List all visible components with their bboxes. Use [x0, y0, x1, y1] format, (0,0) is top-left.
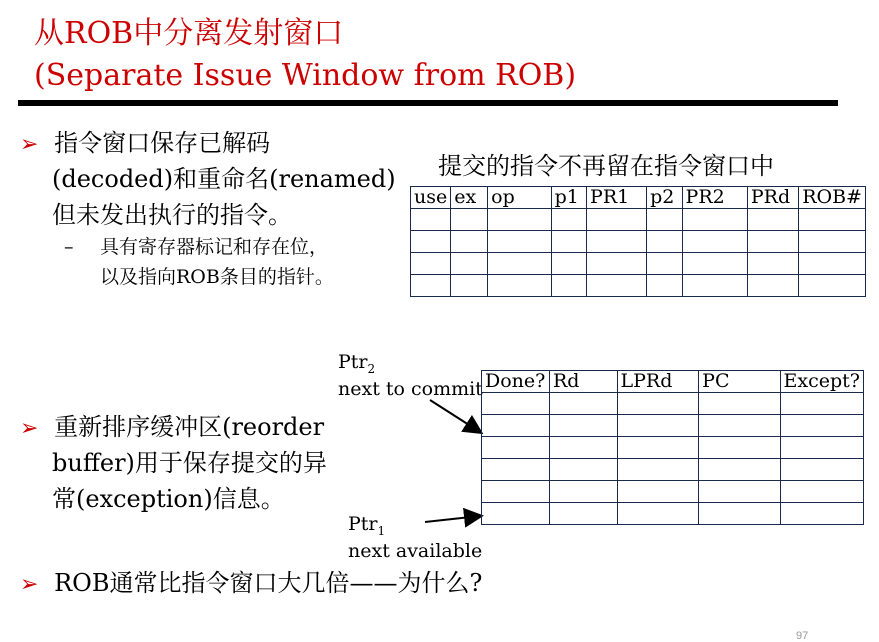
bullet-arrow-icon: ➢ [20, 572, 39, 597]
ptr2-desc: next to commit [338, 378, 483, 400]
column-header: Rd [549, 371, 617, 393]
rob-header-row [482, 371, 864, 393]
slide-title-en: (Separate Issue Window from ROB) [34, 58, 577, 93]
bullet-3 [20, 566, 482, 602]
table-row [482, 415, 864, 437]
column-header: Except? [780, 371, 864, 393]
column-header: PR1 [587, 187, 647, 209]
column-header: p2 [647, 187, 682, 209]
ptr1-arrow-icon [425, 516, 480, 522]
bullet-2-line-1: 重新排序缓冲区(reorder [54, 413, 325, 441]
table-row [482, 459, 864, 481]
bullet-2-line-2: buffer)用于保存提交的异 [52, 449, 327, 477]
column-header: PC [699, 371, 780, 393]
ptr2-label: Ptr$_2$ [338, 351, 376, 376]
table-row [482, 393, 864, 415]
column-header: ROB# [799, 187, 866, 209]
table-row [482, 481, 864, 503]
rob-table [481, 370, 864, 525]
bullet-1-line-1: 指令窗口保存已解码 [54, 129, 271, 157]
bullet-2-line-3: 常(exception)信息。 [52, 485, 285, 513]
column-header: p1 [551, 187, 586, 209]
bullet-2 [20, 410, 324, 446]
column-header: Done? [482, 371, 550, 393]
sub-bullet-line-2: 以及指向ROB条目的指针。 [100, 266, 334, 288]
issue-window-caption: 提交的指令不再留在指令窗口中 [438, 152, 774, 180]
table-row [482, 503, 864, 525]
sub-bullet-dash: – [64, 236, 74, 258]
ptr1-label: Ptr$_1$ [348, 513, 386, 538]
table-row [482, 437, 864, 459]
bullet-3-line-1: ROB通常比指令窗口大几倍——为什么? [54, 569, 483, 597]
column-header: op [488, 187, 551, 209]
column-header: LPRd [617, 371, 699, 393]
column-header: use [411, 187, 451, 209]
ptr1-desc: next available [348, 540, 483, 562]
sub-bullet-line-1: 具有寄存器标记和存在位， [100, 236, 329, 258]
column-header: PR2 [682, 187, 747, 209]
bullet-arrow-icon: ➢ [20, 132, 39, 157]
page-number: 97 [796, 630, 809, 642]
ptr2-arrow-icon [430, 400, 480, 432]
bullet-arrow-icon: ➢ [20, 416, 39, 441]
column-header: ex [451, 187, 488, 209]
bullet-1-line-3: 但未发出执行的指令。 [52, 201, 292, 229]
bullet-1-line-2: (decoded)和重命名(renamed) [52, 165, 396, 193]
slide-title-zh: 从ROB中分离发射窗口 [34, 16, 344, 51]
column-header: PRd [747, 187, 798, 209]
